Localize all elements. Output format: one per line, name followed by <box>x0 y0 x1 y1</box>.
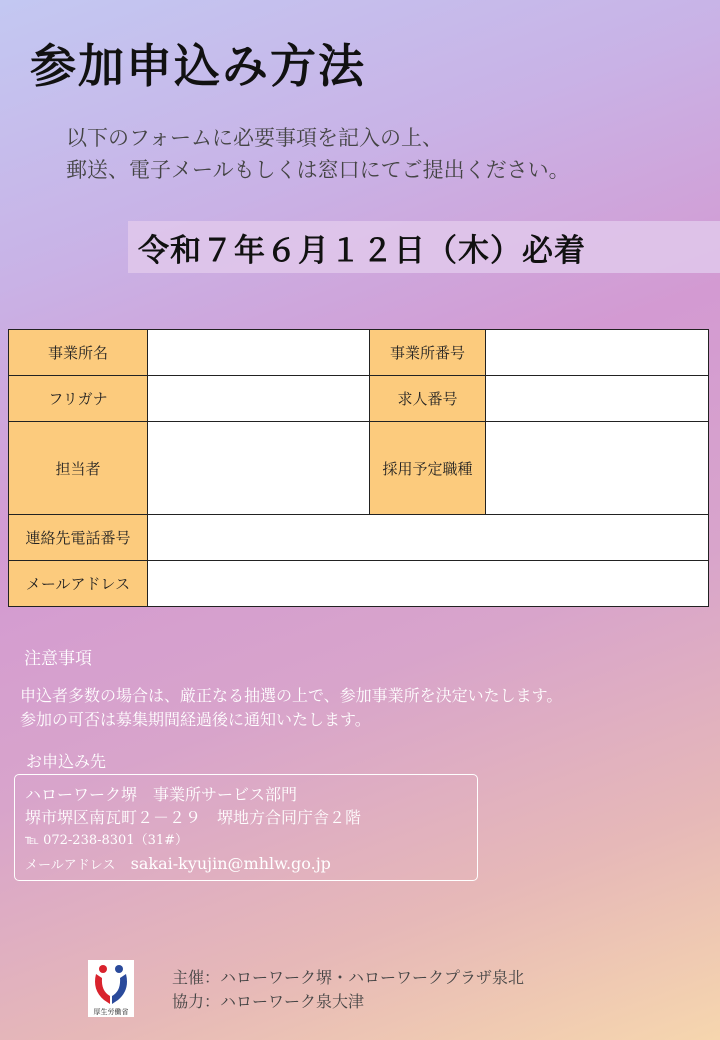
label-phone: 連絡先電話番号 <box>9 515 148 561</box>
notice-heading: 注意事項 <box>24 649 92 669</box>
organizer-text: 主催：ハローワーク堺・ハローワークプラザ泉北 <box>172 968 525 987</box>
logo-text: 厚生労働省 <box>93 1008 129 1016</box>
label-email: メールアドレス <box>9 561 148 607</box>
deadline-banner <box>128 221 720 273</box>
furigana-field[interactable] <box>148 376 370 422</box>
office-number-field[interactable] <box>486 330 709 376</box>
notice-line-1: 申込者多数の場合は、厳正なる抽選の上で、参加事業所を決定いたします。 <box>20 686 563 705</box>
contact-email-link[interactable]: sakai-kyujin@mhlw.go.jp <box>130 854 331 873</box>
person-in-charge-field[interactable] <box>148 422 370 515</box>
ministry-logo-icon <box>88 960 134 1017</box>
contact-address: 堺市堺区南瓦町２－２９ 堺地方合同庁舎２階 <box>25 808 362 827</box>
planned-position-field[interactable] <box>486 422 709 515</box>
intro-line-2: 郵送、電子メールもしくは窓口にてご提出ください。 <box>66 158 570 182</box>
contact-email-label: メールアドレス <box>25 858 116 873</box>
label-person-in-charge: 担当者 <box>9 422 148 515</box>
contact-email-row <box>25 852 477 877</box>
office-name-field[interactable] <box>148 330 370 376</box>
intro-line-1: 以下のフォームに必要事項を記入の上、 <box>66 126 443 150</box>
contact-box <box>14 774 478 881</box>
notice-line-2: 参加の可否は募集期間経過後に通知いたします。 <box>20 710 371 729</box>
job-number-field[interactable] <box>486 376 709 422</box>
cooperation-text: 協力：ハローワーク泉大津 <box>172 992 365 1011</box>
application-form <box>8 329 709 607</box>
phone-field[interactable] <box>148 515 709 561</box>
intro-text <box>66 122 570 186</box>
page-title: 参加申込み方法 <box>30 39 366 93</box>
ministry-logo <box>88 960 134 1017</box>
contact-heading: お申込み先 <box>26 752 107 771</box>
notice-text <box>20 684 562 732</box>
label-furigana: フリガナ <box>9 376 148 422</box>
sponsor-block <box>172 966 524 1014</box>
label-planned-position: 採用予定職種 <box>370 422 486 515</box>
label-office-name: 事業所名 <box>9 330 148 376</box>
email-field[interactable] <box>148 561 709 607</box>
contact-phone: ℡ 072-238-8301（31#） <box>25 833 189 848</box>
deadline-text: 令和７年６月１２日（木）必着 <box>138 232 586 269</box>
contact-office: ハローワーク堺 事業所サービス部門 <box>25 785 298 804</box>
label-job-number: 求人番号 <box>370 376 486 422</box>
label-office-number: 事業所番号 <box>370 330 486 376</box>
